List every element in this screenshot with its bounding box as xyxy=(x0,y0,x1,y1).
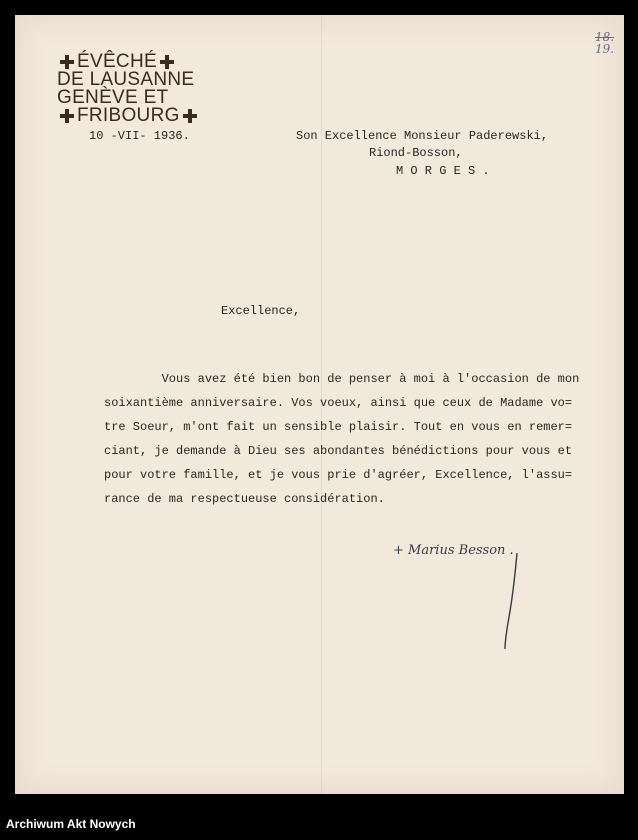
signature-flourish xyxy=(493,545,533,655)
archive-footer-label: Archiwum Akt Nowych xyxy=(6,817,136,831)
cross-icon xyxy=(183,109,197,123)
recipient-line-1: Son Excellence Monsieur Paderewski, xyxy=(296,129,549,143)
body-line: Vous avez été bien bon de penser à moi à l'occasion de mon xyxy=(104,372,580,386)
cross-icon xyxy=(60,55,74,69)
body-line: rance de ma respectueuse considération. xyxy=(104,492,385,506)
current-page-number: 19. xyxy=(595,42,615,56)
letterhead-line-2: DE LAUSANNE xyxy=(57,69,195,90)
letterhead-line-3: GENÈVE ET xyxy=(57,87,169,108)
letterhead xyxy=(57,53,207,125)
body-line: soixantième anniversaire. Vos voeux, ainsi que ceux de Madame vo= xyxy=(104,396,573,410)
archive-page-number xyxy=(595,31,614,55)
signature: + Marius Besson . xyxy=(393,543,514,558)
cross-icon xyxy=(160,55,174,69)
body-line: tre Soeur, m'ont fait un sensible plaisir. Tout en vous en remer= xyxy=(104,420,573,434)
letterhead-line-4: FRIBOURG xyxy=(57,107,207,125)
struck-page-number: 18. xyxy=(595,30,615,44)
letter-date: 10 -VII- 1936. xyxy=(89,129,190,143)
cross-icon xyxy=(60,109,74,123)
letter-page xyxy=(15,15,624,794)
body-line: pour votre famille, et je vous prie d'agréer, Excellence, l'assu= xyxy=(104,468,573,482)
recipient-line-2: Riond-Bosson, xyxy=(369,146,463,160)
body-line: ciant, je demande à Dieu ses abondantes bénédictions pour vous et xyxy=(104,444,573,458)
salutation: Excellence, xyxy=(221,304,301,318)
recipient-line-3: M O R G E S . xyxy=(396,164,490,178)
letterhead-line-1: ÉVÊCHÉ xyxy=(57,53,207,71)
